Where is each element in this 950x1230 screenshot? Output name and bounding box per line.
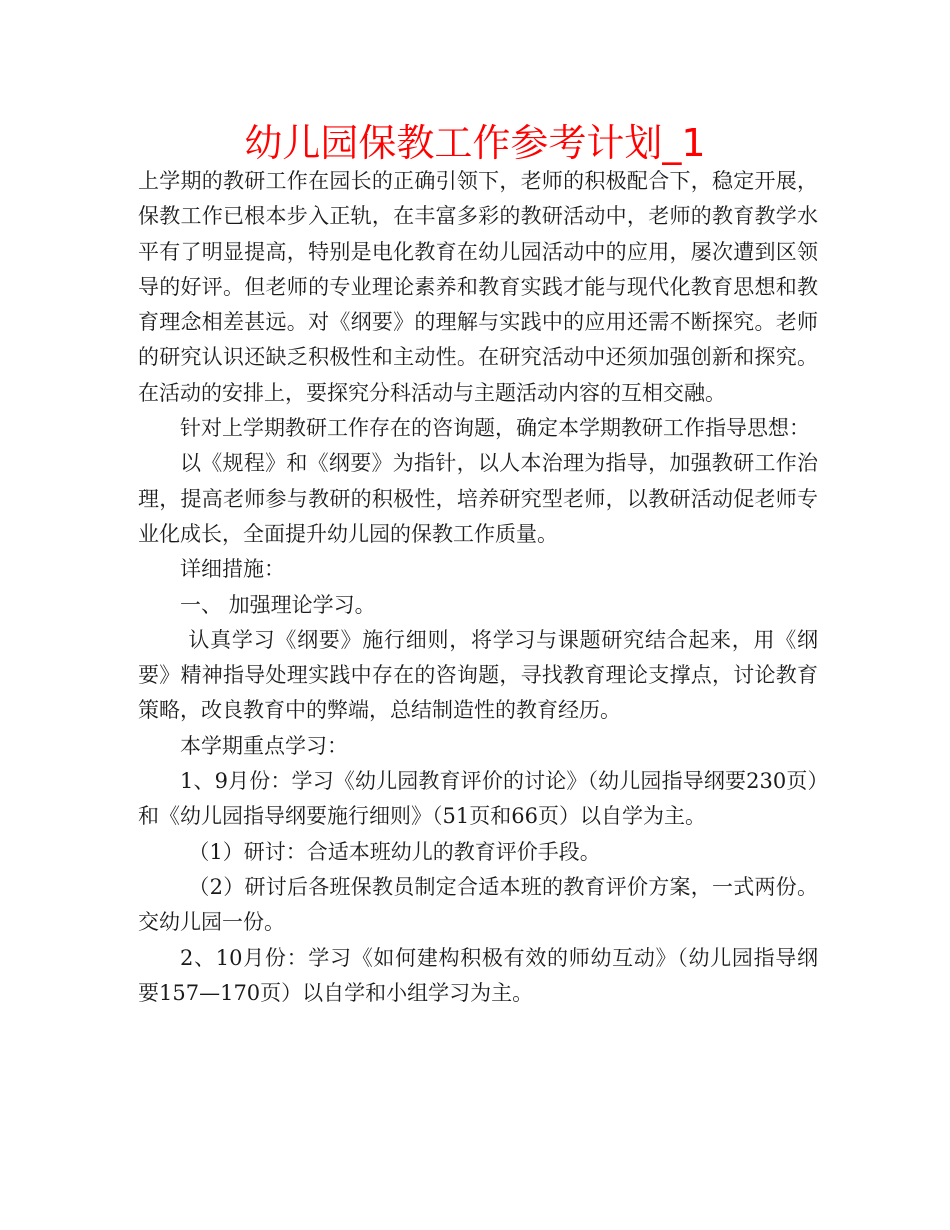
document-title: 幼儿园保教工作参考计划_1 [244, 121, 706, 165]
paragraph-guiding-question: 针对上学期教研工作存在的咨询题，确定本学期教研工作指导思想： [180, 416, 810, 441]
document-body [138, 164, 818, 1011]
paragraph-intro: 上学期的教研工作在园长的正确引领下，老师的积极配合下，稳定开展，保教工作已根本步入正轨，在丰富多彩的教研活动中，老师的教育教学水平有了明显提高，特别是电化教育在幼儿园活动中的应用，屡次遭到区领导的好评。但老师的专业理论素养和教育实践才能与现代化教育思想和教育理念相差甚远。对《纲要》的理解与实践中的应用还需不断探究。老师的研究认识还缺乏积极性和主动性。在研究活动中还须加强创新和探究。在活动的安排上，要探究分科活动与主题活动内容的互相交融。 [138, 169, 818, 405]
paragraph-section-one-heading: 一、 加强理论学习。 [180, 592, 376, 617]
paragraph-october: 2、10月份：学习《如何建构积极有效的师幼互动》（幼儿园指导纲要157—170页）以自学和小组学习为主。 [138, 945, 818, 1005]
paragraph-section-one-body: 认真学习《纲要》施行细则，将学习与课题研究结合起来，用《纲要》精神指导处理实践中存在的咨询题，寻找教育理论支撑点，讨论教育策略，改良教育中的弊端，总结制造性的教育经历。 [138, 627, 818, 723]
paragraph-guiding-idea: 以《规程》和《纲要》为指针，以人本治理为指导，加强教研工作治理，提高老师参与教研的积极性，培养研究型老师，以教研活动促老师专业化成长，全面提升幼儿园的保教工作质量。 [138, 451, 818, 546]
paragraph-september-item-1: （1）研讨：合适本班幼儿的教育评价手段。 [188, 839, 601, 864]
paragraph-september: 1、9月份：学习《幼儿园教育评价的讨论》（幼儿园指导纲要230页）和《幼儿园指导纲要施行细则》（51页和66页）以自学为主。 [138, 769, 818, 829]
paragraph-september-item-2: （2）研讨后各班保教员制定合适本班的教育评价方案，一式两份。交幼儿园一份。 [138, 874, 818, 935]
paragraph-focus-heading: 本学期重点学习： [180, 733, 348, 758]
paragraph-measures-heading: 详细措施： [180, 557, 285, 582]
